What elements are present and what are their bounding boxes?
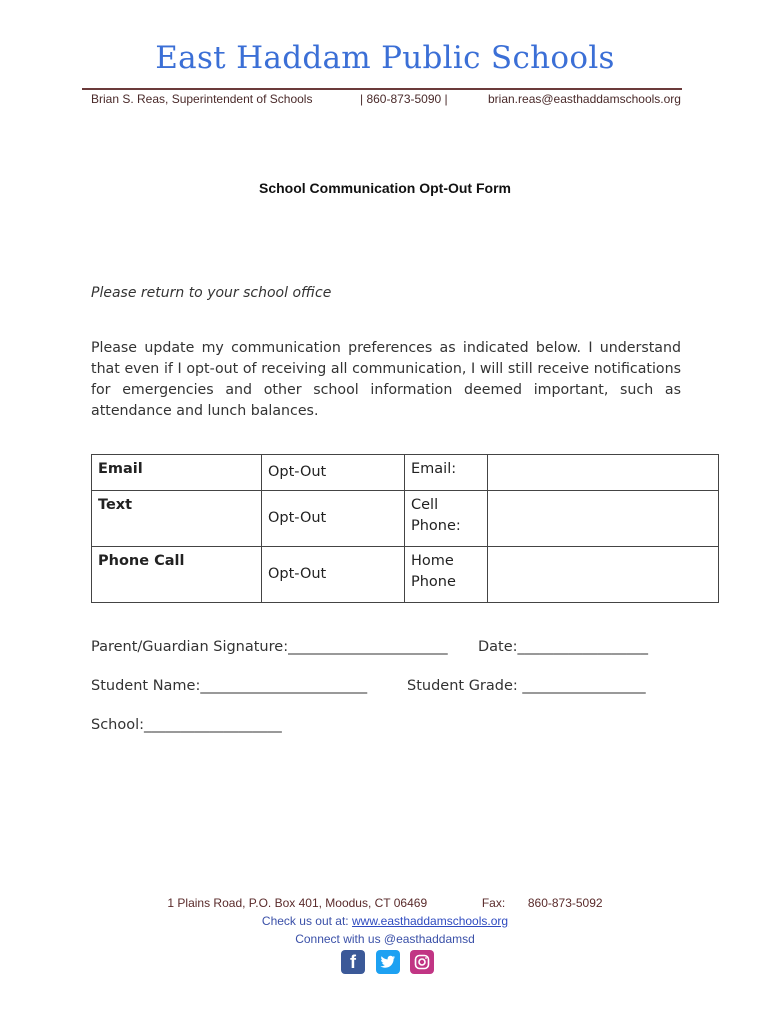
- cell-phone-field[interactable]: [488, 491, 719, 547]
- table-row: [92, 547, 719, 603]
- header-email: brian.reas@easthaddamschools.org: [488, 92, 681, 106]
- opt-out-option[interactable]: Opt-Out: [262, 491, 405, 547]
- check-us-label: Check us out at:: [261, 914, 349, 928]
- field-label: Home Phone: [405, 547, 488, 603]
- instagram-icon[interactable]: [410, 950, 434, 974]
- website-link[interactable]: www.easthaddamschools.org: [351, 914, 509, 928]
- home-phone-field[interactable]: [488, 547, 719, 603]
- row-type-email: Email: [92, 455, 262, 491]
- district-name: East Haddam Public Schools: [155, 40, 615, 76]
- header-divider: [82, 88, 682, 90]
- row-type-phone-call: Phone Call: [92, 547, 262, 603]
- signature-field[interactable]: Parent/Guardian Signature:______________________: [91, 639, 448, 655]
- footer-website-line: [0, 914, 770, 928]
- table-row: [92, 491, 719, 547]
- intro-paragraph: Please update my communication preferences as indicated below. I understand that even if I opt-out of receiving all communication, I will still receive notifications for emergencies and other school information deemed important, such as attendance and lunch balances.: [91, 340, 681, 419]
- opt-out-option[interactable]: Opt-Out: [262, 455, 405, 491]
- footer-address: 1 Plains Road, P.O. Box 401, Moodus, CT 06469: [167, 896, 428, 910]
- fax-number: 860-873-5092: [527, 896, 603, 910]
- field-label: Cell Phone:: [405, 491, 488, 547]
- opt-out-table: [91, 454, 719, 603]
- connect-line: Connect with us @easthaddamsd: [295, 932, 475, 946]
- student-name-field[interactable]: Student Name:_______________________: [91, 678, 368, 694]
- header-phone: | 860-873-5090 |: [360, 92, 448, 106]
- school-field[interactable]: School:___________________: [91, 717, 282, 733]
- student-grade-field[interactable]: Student Grade: _________________: [407, 678, 646, 694]
- superintendent-line: Brian S. Reas, Superintendent of Schools: [91, 92, 313, 106]
- date-field[interactable]: Date:__________________: [478, 639, 649, 655]
- opt-out-option[interactable]: Opt-Out: [262, 547, 405, 603]
- footer-address-line: [0, 896, 770, 910]
- table-row: [92, 455, 719, 491]
- facebook-icon[interactable]: f: [341, 950, 365, 974]
- return-note: Please return to your school office: [91, 285, 332, 301]
- field-label: Email:: [405, 455, 488, 491]
- email-field[interactable]: [488, 455, 719, 491]
- fax-label: Fax:: [481, 896, 506, 910]
- form-title: School Communication Opt-Out Form: [259, 180, 511, 196]
- twitter-icon[interactable]: [376, 950, 400, 974]
- row-type-text: Text: [92, 491, 262, 547]
